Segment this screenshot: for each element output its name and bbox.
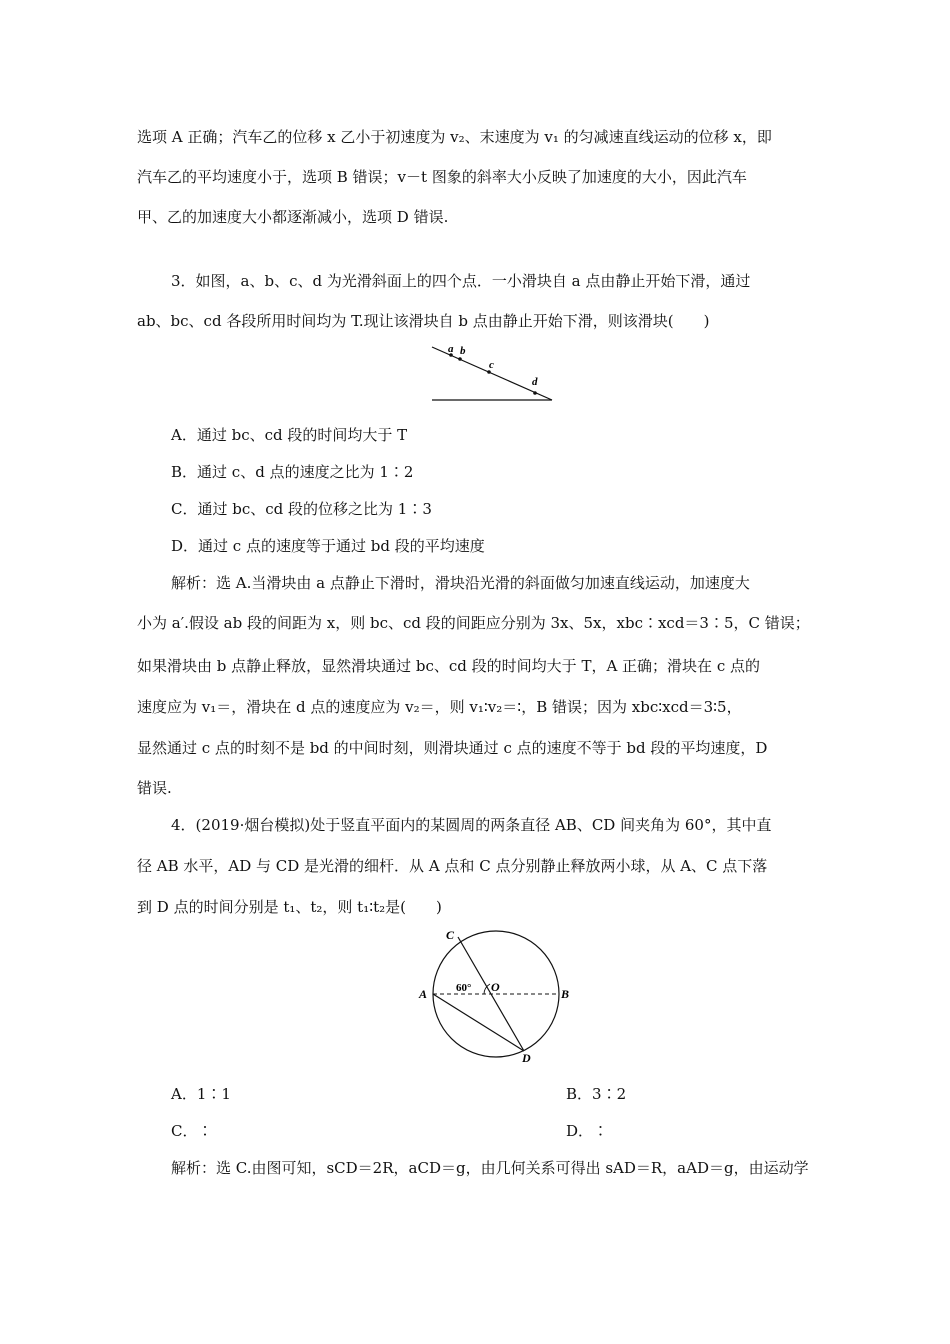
angle-label: 60° [456, 982, 472, 994]
solution-text: 错误. [137, 779, 172, 797]
option-d: D．∶ [566, 1122, 609, 1140]
point-c-label: c [489, 359, 494, 371]
option-b: B．通过 c、d 点的速度之比为 1∶2 [171, 463, 414, 481]
question-4-stem: 4．(2019·烟台模拟)处于竖直平面内的某圆周的两条直径 AB、CD 间夹角为 60°，其中直 [171, 816, 772, 834]
question-4-stem: 径 AB 水平，AD 与 CD 是光滑的细杆．从 A 点和 C 点分别静止释放两小球，从 A、C 点下落 [137, 857, 768, 875]
text-line: 甲、乙的加速度大小都逐渐减小，选项 D 错误. [137, 208, 449, 226]
point-B-label: B [561, 987, 570, 1001]
point-b-label: b [460, 345, 466, 357]
question-3-stem: ab、bc、cd 各段所用时间均为 T.现让该滑块自 b 点由静止开始下滑，则该滑块( ) [137, 312, 710, 330]
question-3-stem: 3．如图，a、b、c、d 为光滑斜面上的四个点．一小滑块自 a 点由静止开始下滑，通过 [171, 272, 751, 290]
solution-text: 解析：选 A.当滑块由 a 点静止下滑时，滑块沿光滑的斜面做匀加速直线运动，加速度大 [171, 574, 750, 592]
option-a: A．1∶1 [171, 1085, 231, 1103]
solution-text: 如果滑块由 b 点静止释放，显然滑块通过 bc、cd 段的时间均大于 T，A 正确；滑块在 c 点的 [137, 657, 760, 675]
point-a-label: a [448, 343, 454, 355]
option-d: D．通过 c 点的速度等于通过 bd 段的平均速度 [171, 537, 485, 555]
option-a: A．通过 bc、cd 段的时间均大于 T [171, 426, 408, 444]
question-4-stem: 到 D 点的时间分别是 t₁、t₂，则 t₁∶t₂是( ) [137, 898, 442, 916]
circle-figure [410, 925, 580, 1065]
text-line: 选项 A 正确；汽车乙的位移 x 乙小于初速度为 v₂、末速度为 v₁ 的匀减速直线运动的位移 x，即 [137, 128, 772, 146]
point-A-label: A [419, 987, 428, 1001]
solution-text: 速度应为 v₁＝，滑块在 d 点的速度应为 v₂＝，则 v₁∶v₂＝∶，B 错误；因为 xbc∶xcd＝3∶5， [137, 698, 742, 716]
point-C-label: C [446, 928, 455, 942]
solution-text: 显然通过 c 点的时刻不是 bd 的中间时刻，则滑块通过 c 点的速度不等于 bd 段的平均速度，D [137, 739, 768, 757]
solution-text: 解析：选 C.由图可知，sCD＝2R，aCD＝g，由几何关系可得出 sAD＝R，aAD＝g，由运动学 [171, 1159, 809, 1177]
option-c: C．∶ [171, 1122, 213, 1140]
center-O-label: O [491, 980, 500, 994]
point-d-label: d [532, 376, 538, 388]
point-D-label: D [522, 1051, 531, 1065]
text-line: 汽车乙的平均速度小于，选项 B 错误；v－t 图象的斜率大小反映了加速度的大小，因此汽车 [137, 168, 747, 186]
option-c: C．通过 bc、cd 段的位移之比为 1∶3 [171, 500, 432, 518]
incline-figure [420, 340, 565, 406]
option-b: B．3∶2 [566, 1085, 627, 1103]
solution-text: 小为 a′.假设 ab 段的间距为 x，则 bc、cd 段的间距应分别为 3x、5x，xbc∶xcd＝3∶5，C 错误； [137, 614, 810, 632]
